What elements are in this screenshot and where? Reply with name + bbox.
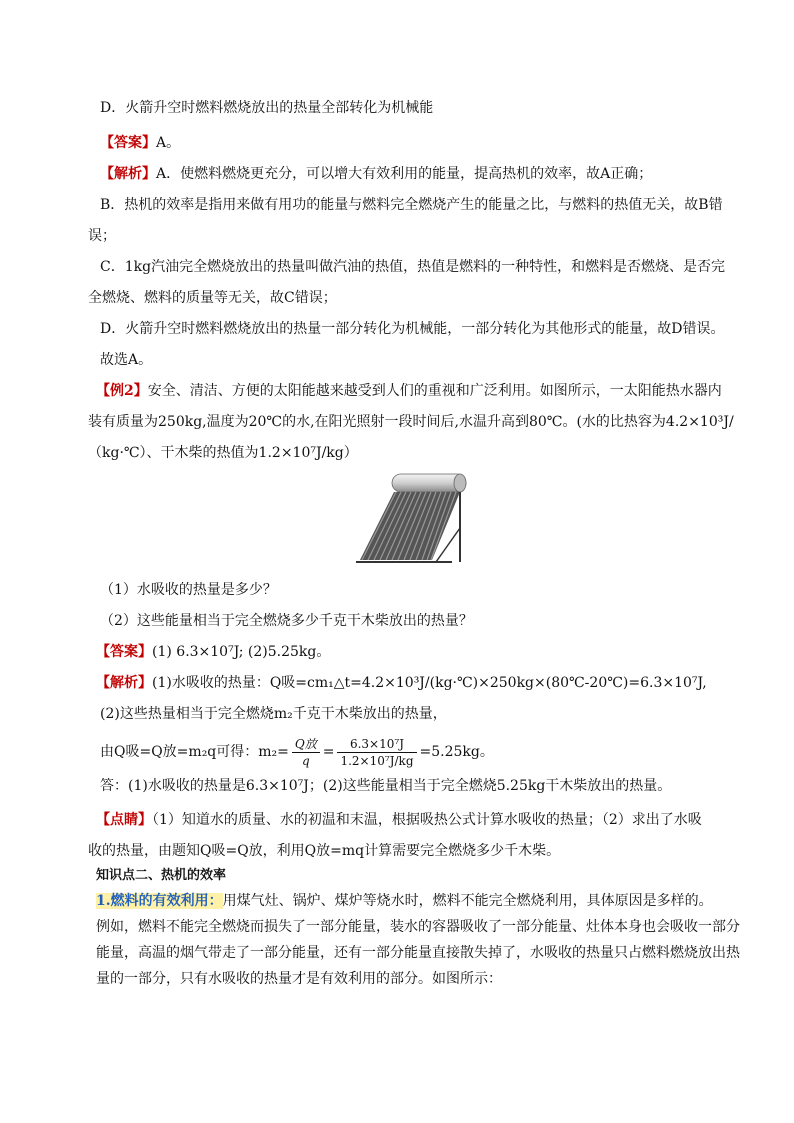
answer-text: A。 bbox=[156, 135, 181, 151]
fraction-q bbox=[292, 736, 320, 769]
section-heading: 知识点二、热机的效率 bbox=[96, 868, 227, 883]
text-line: 装有质量为250kg,温度为20℃的水,在阳光照射一段时间后,水温升高到80℃。(水的比热容为4.2×10³J/ bbox=[88, 414, 734, 430]
text-line: 收的热量，由题知Q吸=Q放，利用Q放=mq计算需要完全燃烧多少千木柴。 bbox=[88, 843, 561, 859]
solar-water-heater-image bbox=[352, 468, 472, 568]
answer-text: (1) 6.3×10⁷J; (2)5.25kg。 bbox=[152, 644, 331, 660]
analysis-line bbox=[100, 164, 652, 184]
answer-tag: 【答案】 bbox=[100, 135, 156, 151]
text-line: 能量，高温的烟气带走了一部分能量，还有一部分能量直接散失掉了，水吸收的热量只占燃料燃烧放出热 bbox=[96, 945, 740, 961]
formula-result: =5.25kg。 bbox=[419, 744, 494, 760]
answer-line bbox=[100, 133, 180, 153]
tip-line bbox=[96, 810, 702, 830]
analysis-text: (1)水吸收的热量：Q吸=cm₁△t=4.2×10³J/(kg·℃)×250kg×(80℃-20℃)=6.3×10⁷J, bbox=[152, 675, 707, 691]
question-1: （1）水吸收的热量是多少？ bbox=[100, 582, 277, 598]
answer-2-line bbox=[96, 642, 330, 662]
text-line: 量的一部分，只有水吸收的热量才是有效利用的部分。如图所示： bbox=[96, 971, 502, 987]
example-text: 安全、清洁、方便的太阳能越来越受到人们的重视和广泛利用。如图所示，一太阳能热水器内 bbox=[147, 383, 722, 399]
formula-line bbox=[100, 733, 494, 771]
text-line: (2)这些热量相当于完全燃烧m₂千克干木柴放出的热量， bbox=[100, 706, 447, 722]
text-line: （kg·℃）、干木柴的热值为1.2×10⁷J/kg） bbox=[88, 445, 358, 461]
tip-tag: 【点睛】 bbox=[96, 812, 152, 828]
paragraph-line bbox=[96, 891, 713, 911]
fraction-numerator: 6.3×10⁷J bbox=[337, 736, 416, 753]
highlight-term: 1.燃料的有效利用： bbox=[96, 893, 223, 909]
paragraph-text: 用煤气灶、锅炉、煤炉等烧水时，燃料不能完全燃烧利用，具体原因是多样的。 bbox=[222, 893, 713, 909]
tip-text: （1）知道水的质量、水的初温和末温，根据吸热公式计算水吸收的热量；（2）求出了水吸 bbox=[152, 812, 702, 828]
text-line: 全燃烧、燃料的质量等无关，故C错误； bbox=[88, 290, 337, 306]
answer-tag: 【答案】 bbox=[96, 644, 152, 660]
fraction-denominator: 1.2×10⁷J/kg bbox=[340, 753, 414, 768]
text-line: C．1kg汽油完全燃烧放出的热量叫做汽油的热值，热值是燃料的一种特性，和燃料是否燃烧、是否完 bbox=[100, 259, 726, 275]
text-line: B．热机的效率是指用来做有用功的能量与燃料完全燃烧产生的能量之比，与燃料的热值无关，故B错 bbox=[100, 197, 723, 213]
equals-sign: = bbox=[322, 744, 335, 760]
text-line: 例如，燃料不能完全燃烧而损失了一部分能量，装水的容器吸收了一部分能量、灶体本身也会吸收一部分 bbox=[96, 919, 740, 935]
fraction-numerator: Q放 bbox=[292, 736, 320, 753]
reply-line: 答：(1)水吸收的热量是6.3×10⁷J；(2)这些能量相当于完全燃烧5.25kg干木柴放出的热量。 bbox=[100, 778, 672, 794]
example-tag: 【例2】 bbox=[96, 383, 148, 399]
fraction-values bbox=[337, 736, 416, 769]
fraction-denominator: q bbox=[301, 753, 310, 768]
text-line: 故选A。 bbox=[100, 352, 153, 368]
analysis-2-line bbox=[96, 673, 707, 693]
question-2: （2）这些能量相当于完全燃烧多少千克干木柴放出的热量？ bbox=[100, 613, 473, 629]
analysis-tag: 【解析】 bbox=[96, 675, 152, 691]
analysis-a: A．使燃料燃烧更充分，可以增大有效利用的能量，提高热机的效率，故A正确； bbox=[156, 166, 653, 182]
text-line: D．火箭升空时燃料燃烧放出的热量一部分转化为机械能，一部分转化为其他形式的能量，故D错误。 bbox=[100, 321, 725, 337]
text-line: D．火箭升空时燃料燃烧放出的热量全部转化为机械能 bbox=[100, 100, 434, 116]
example-2-line bbox=[96, 381, 722, 401]
formula-prefix: 由Q吸=Q放=m₂q可得：m₂= bbox=[100, 744, 289, 760]
analysis-tag: 【解析】 bbox=[100, 166, 156, 182]
text-line: 误； bbox=[88, 228, 116, 244]
